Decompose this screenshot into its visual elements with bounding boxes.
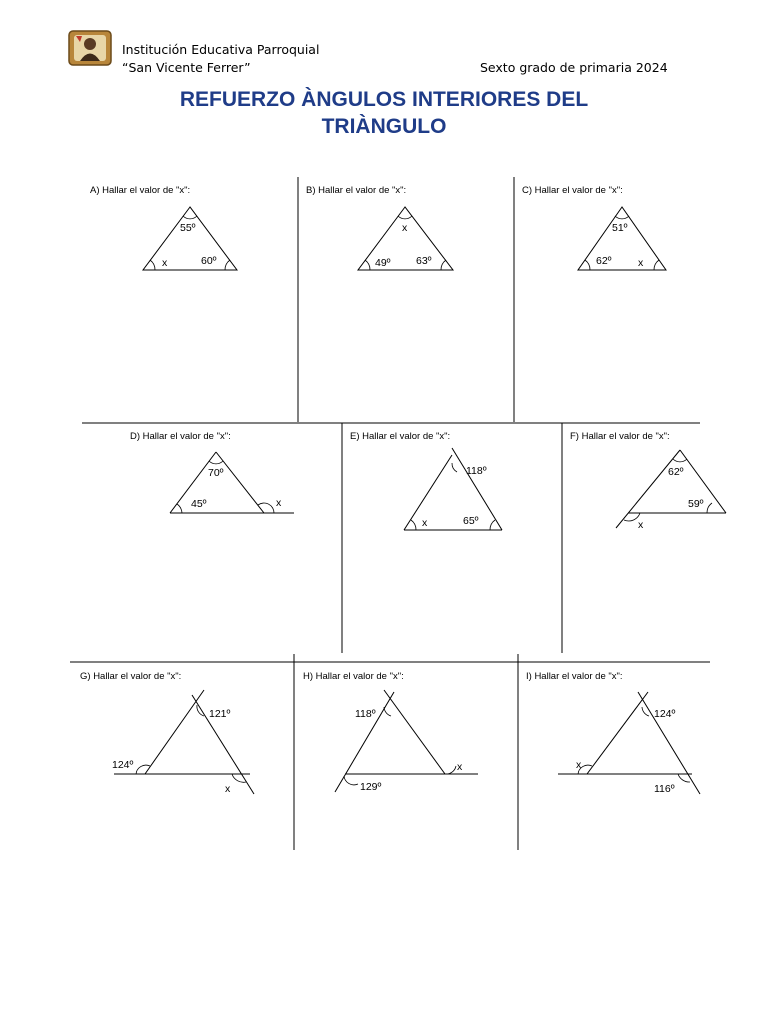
exercise-d-top-arc xyxy=(209,461,223,464)
exercise-e-left-side xyxy=(404,455,452,530)
exercise-c-top-angle: 51º xyxy=(612,222,628,234)
exercise-e-left-arc xyxy=(411,520,416,530)
exercise-e-right-arc xyxy=(490,520,495,530)
title-line-2: TRIÀNGULO xyxy=(321,115,447,138)
exercise-c-left-angle: 62º xyxy=(596,255,612,267)
title-line-1: REFUERZO ÀNGULOS INTERIORES DEL xyxy=(179,88,589,111)
exercise-b-left-angle: 49º xyxy=(375,257,391,269)
exercise-a-left-arc xyxy=(150,260,155,270)
exercise-d-right-side xyxy=(216,452,264,513)
exercise-d-left-arc xyxy=(177,504,182,513)
exercise-h-prompt: H) Hallar el valor de "x": xyxy=(303,671,404,682)
exercise-b-left-arc xyxy=(365,260,370,270)
exercise-b-top-arc xyxy=(398,216,412,219)
exercise-f-right-arc xyxy=(707,503,712,513)
exercise-e xyxy=(350,431,502,530)
exercise-c-right-arc xyxy=(654,260,659,270)
school-name: Institución Educativa Parroquial xyxy=(122,42,320,57)
exercise-d-prompt: D) Hallar el valor de "x": xyxy=(130,431,231,442)
exercise-f-prompt: F) Hallar el valor de "x": xyxy=(570,431,670,442)
exercise-a-top-arc xyxy=(183,216,197,219)
exercise-h-right-angle: x xyxy=(457,761,463,773)
school-subname: “San Vicente Ferrer” xyxy=(122,60,251,75)
grade-year: Sexto grado de primaria 2024 xyxy=(480,60,668,75)
exercise-b-right-angle: 63º xyxy=(416,255,432,267)
exercise-a-left-angle: x xyxy=(162,257,168,269)
exercise-i-right-angle: 116º xyxy=(654,783,675,795)
exercise-h-top-angle: 118º xyxy=(355,708,376,720)
exercise-d-right-angle: x xyxy=(276,497,282,509)
exercise-c xyxy=(522,185,666,270)
exercise-f-left-side xyxy=(616,450,680,528)
exercise-c-left-arc xyxy=(585,260,590,270)
exercise-g-top-angle: 121º xyxy=(209,708,231,720)
exercise-h-right-arc xyxy=(446,766,456,774)
exercise-g-prompt: G) Hallar el valor de "x": xyxy=(80,671,182,682)
exercise-a-right-arc xyxy=(225,260,230,270)
exercise-f xyxy=(570,431,726,531)
exercise-c-right-angle: x xyxy=(638,257,644,269)
exercise-a-triangle xyxy=(143,207,237,270)
exercise-c-triangle xyxy=(578,207,666,270)
exercise-f-top-arc xyxy=(673,459,687,462)
exercise-g-left-side xyxy=(145,690,204,774)
exercise-b xyxy=(306,185,453,270)
exercise-e-right-angle: 65º xyxy=(463,515,479,527)
exercise-b-top-angle: x xyxy=(402,222,408,234)
exercise-f-top-angle: 62º xyxy=(668,466,684,478)
exercise-d-top-angle: 70º xyxy=(208,467,224,479)
exercise-h-top-arc xyxy=(384,707,391,716)
exercise-g xyxy=(80,671,254,795)
exercise-h-right-side xyxy=(384,690,445,774)
exercise-a-prompt: A) Hallar el valor de "x": xyxy=(90,185,191,196)
exercise-b-triangle xyxy=(358,207,453,270)
exercise-i xyxy=(526,671,700,795)
exercise-e-top-angle: 118º xyxy=(466,465,487,477)
exercise-i-left-angle: x xyxy=(576,759,582,771)
exercise-g-right-angle: x xyxy=(225,783,231,795)
exercise-c-top-arc xyxy=(615,216,629,219)
exercise-h-left-angle: 129º xyxy=(360,781,382,793)
exercise-a-right-angle: 60º xyxy=(201,255,217,267)
exercise-g-top-arc xyxy=(197,705,204,716)
exercise-f-left-angle: x xyxy=(638,519,644,531)
exercise-i-top-angle: 124º xyxy=(654,708,676,720)
exercise-b-prompt: B) Hallar el valor de "x": xyxy=(306,185,407,196)
exercise-f-right-angle: 59º xyxy=(688,498,704,510)
exercise-i-prompt: I) Hallar el valor de "x": xyxy=(526,671,623,682)
exercise-g-left-angle: 124º xyxy=(112,759,134,771)
exercise-c-prompt: C) Hallar el valor de "x": xyxy=(522,185,623,196)
exercise-h xyxy=(303,671,478,793)
exercise-a-top-angle: 55º xyxy=(180,222,196,234)
exercise-h-left-arc xyxy=(344,776,358,785)
exercise-e-left-angle: x xyxy=(422,517,428,529)
exercise-i-left-side xyxy=(587,692,648,774)
exercise-e-top-arc xyxy=(452,463,457,472)
exercise-b-right-arc xyxy=(441,260,446,270)
exercise-d xyxy=(130,431,294,513)
exercise-e-prompt: E) Hallar el valor de "x": xyxy=(350,431,451,442)
exercise-d-left-angle: 45º xyxy=(191,498,207,510)
exercise-a xyxy=(90,185,237,270)
